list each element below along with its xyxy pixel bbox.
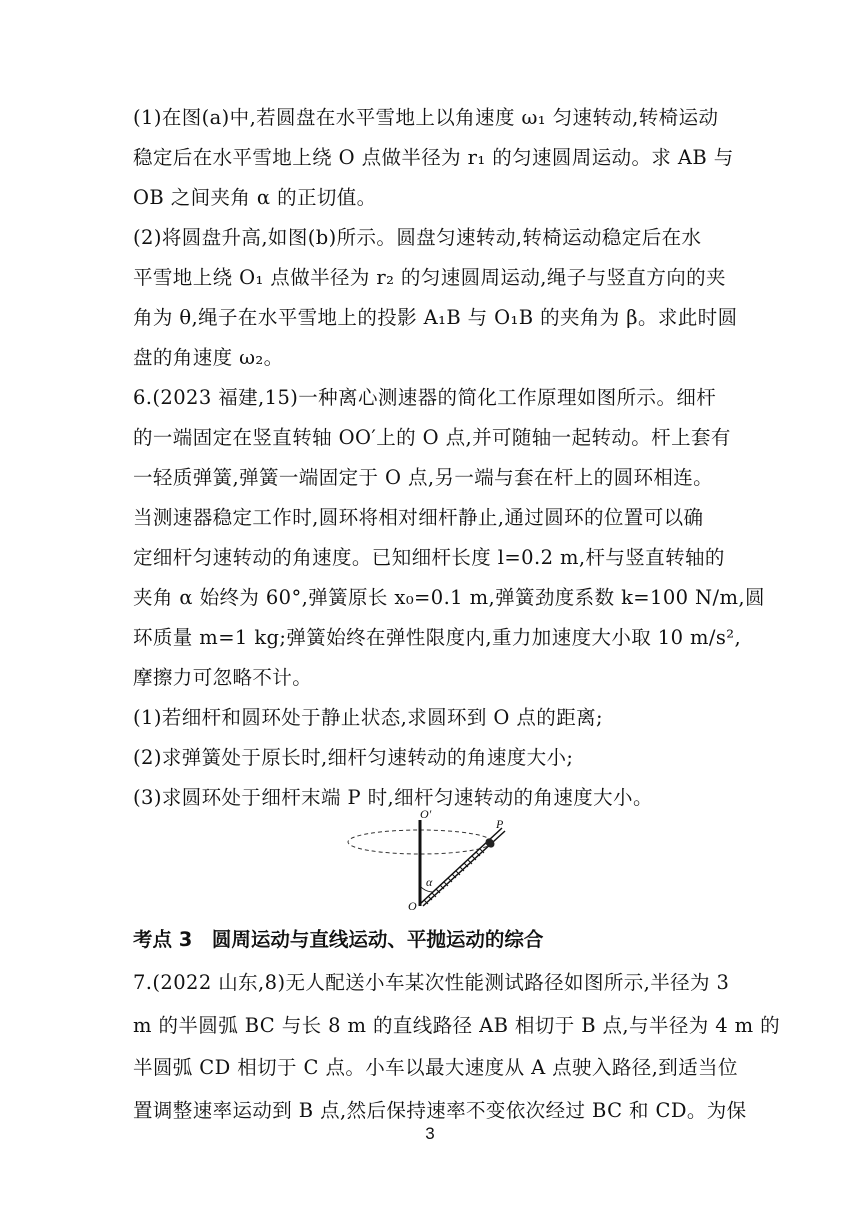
text-line-16: (1)若细杆和圆环处于静止状态,求圆环到 O 点的距离; — [133, 706, 603, 729]
page-number: 3 — [425, 1124, 435, 1143]
label-p: P — [496, 817, 504, 831]
label-o: O — [408, 899, 417, 913]
text-line-20: m 的半圆弧 BC 与长 8 m 的直线路径 AB 相切于 B 点,与半径为 4 m 的 — [133, 1014, 781, 1037]
text-line-11: 当测速器稳定工作时,圆环将相对细杆静止,通过圆环的位置可以确 — [133, 506, 704, 529]
spring — [424, 849, 484, 904]
text-line-1: (1)在图(a)中,若圆盘在水平雪地上以角速度 ω₁ 匀速转动,转椅运动 — [133, 106, 719, 129]
text-line-5: 平雪地上绕 O₁ 点做半径为 r₂ 的匀速圆周运动,绳子与竖直方向的夹 — [133, 266, 726, 289]
text-line-15: 摩擦力可忽略不计。 — [133, 666, 313, 689]
text-line-14: 环质量 m=1 kg;弹簧始终在弹性限度内,重力加速度大小取 10 m/s², — [133, 626, 742, 649]
text-line-21: 半圆弧 CD 相切于 C 点。小车以最大速度从 A 点驶入路径,到适当位 — [133, 1056, 738, 1079]
text-line-8: 6.(2023 福建,15)一种离心测速器的简化工作原理如图所示。细杆 — [133, 386, 717, 409]
text-line-3: OB 之间夹角 α 的正切值。 — [133, 186, 377, 209]
text-line-13: 夹角 α 始终为 60°,弹簧原长 x₀=0.1 m,弹簧劲度系数 k=100 N/m,圆 — [133, 586, 765, 609]
text-line-19: 7.(2022 山东,8)无人配送小车某次性能测试路径如图所示,半径为 3 — [133, 971, 730, 994]
text-line-4: (2)将圆盘升高,如图(b)所示。圆盘匀速转动,转椅运动稳定后在水 — [133, 226, 702, 249]
label-o-prime: O′ — [420, 807, 432, 821]
text-line-22: 置调整速率运动到 B 点,然后保持速率不变依次经过 BC 和 CD。为保 — [133, 1099, 747, 1122]
text-line-7: 盘的角速度 ω₂。 — [133, 346, 284, 369]
text-line-17: (2)求弹簧处于原长时,细杆匀速转动的角速度大小; — [133, 746, 574, 769]
section-heading: 考点 3 圆周运动与直线运动、平抛运动的综合 — [133, 928, 544, 951]
text-line-18: (3)求圆环处于细杆末端 P 时,细杆匀速转动的角速度大小。 — [133, 786, 653, 809]
text-line-9: 的一端固定在竖直转轴 OO′上的 O 点,并可随轴一起转动。杆上套有 — [133, 426, 731, 449]
text-line-2: 稳定后在水平雪地上绕 O 点做半径为 r₁ 的匀速圆周运动。求 AB 与 — [133, 146, 734, 169]
text-line-12: 定细杆匀速转动的角速度。已知细杆长度 l=0.2 m,杆与竖直转轴的 — [133, 546, 725, 569]
text-line-10: 一轻质弹簧,弹簧一端固定于 O 点,另一端与套在杆上的圆环相连。 — [133, 466, 714, 489]
centrifuge-figure — [340, 806, 530, 914]
text-line-6: 角为 θ,绳子在水平雪地上的投影 A₁B 与 O₁B 的夹角为 β。求此时圆 — [133, 306, 738, 329]
label-alpha: α — [426, 875, 433, 889]
